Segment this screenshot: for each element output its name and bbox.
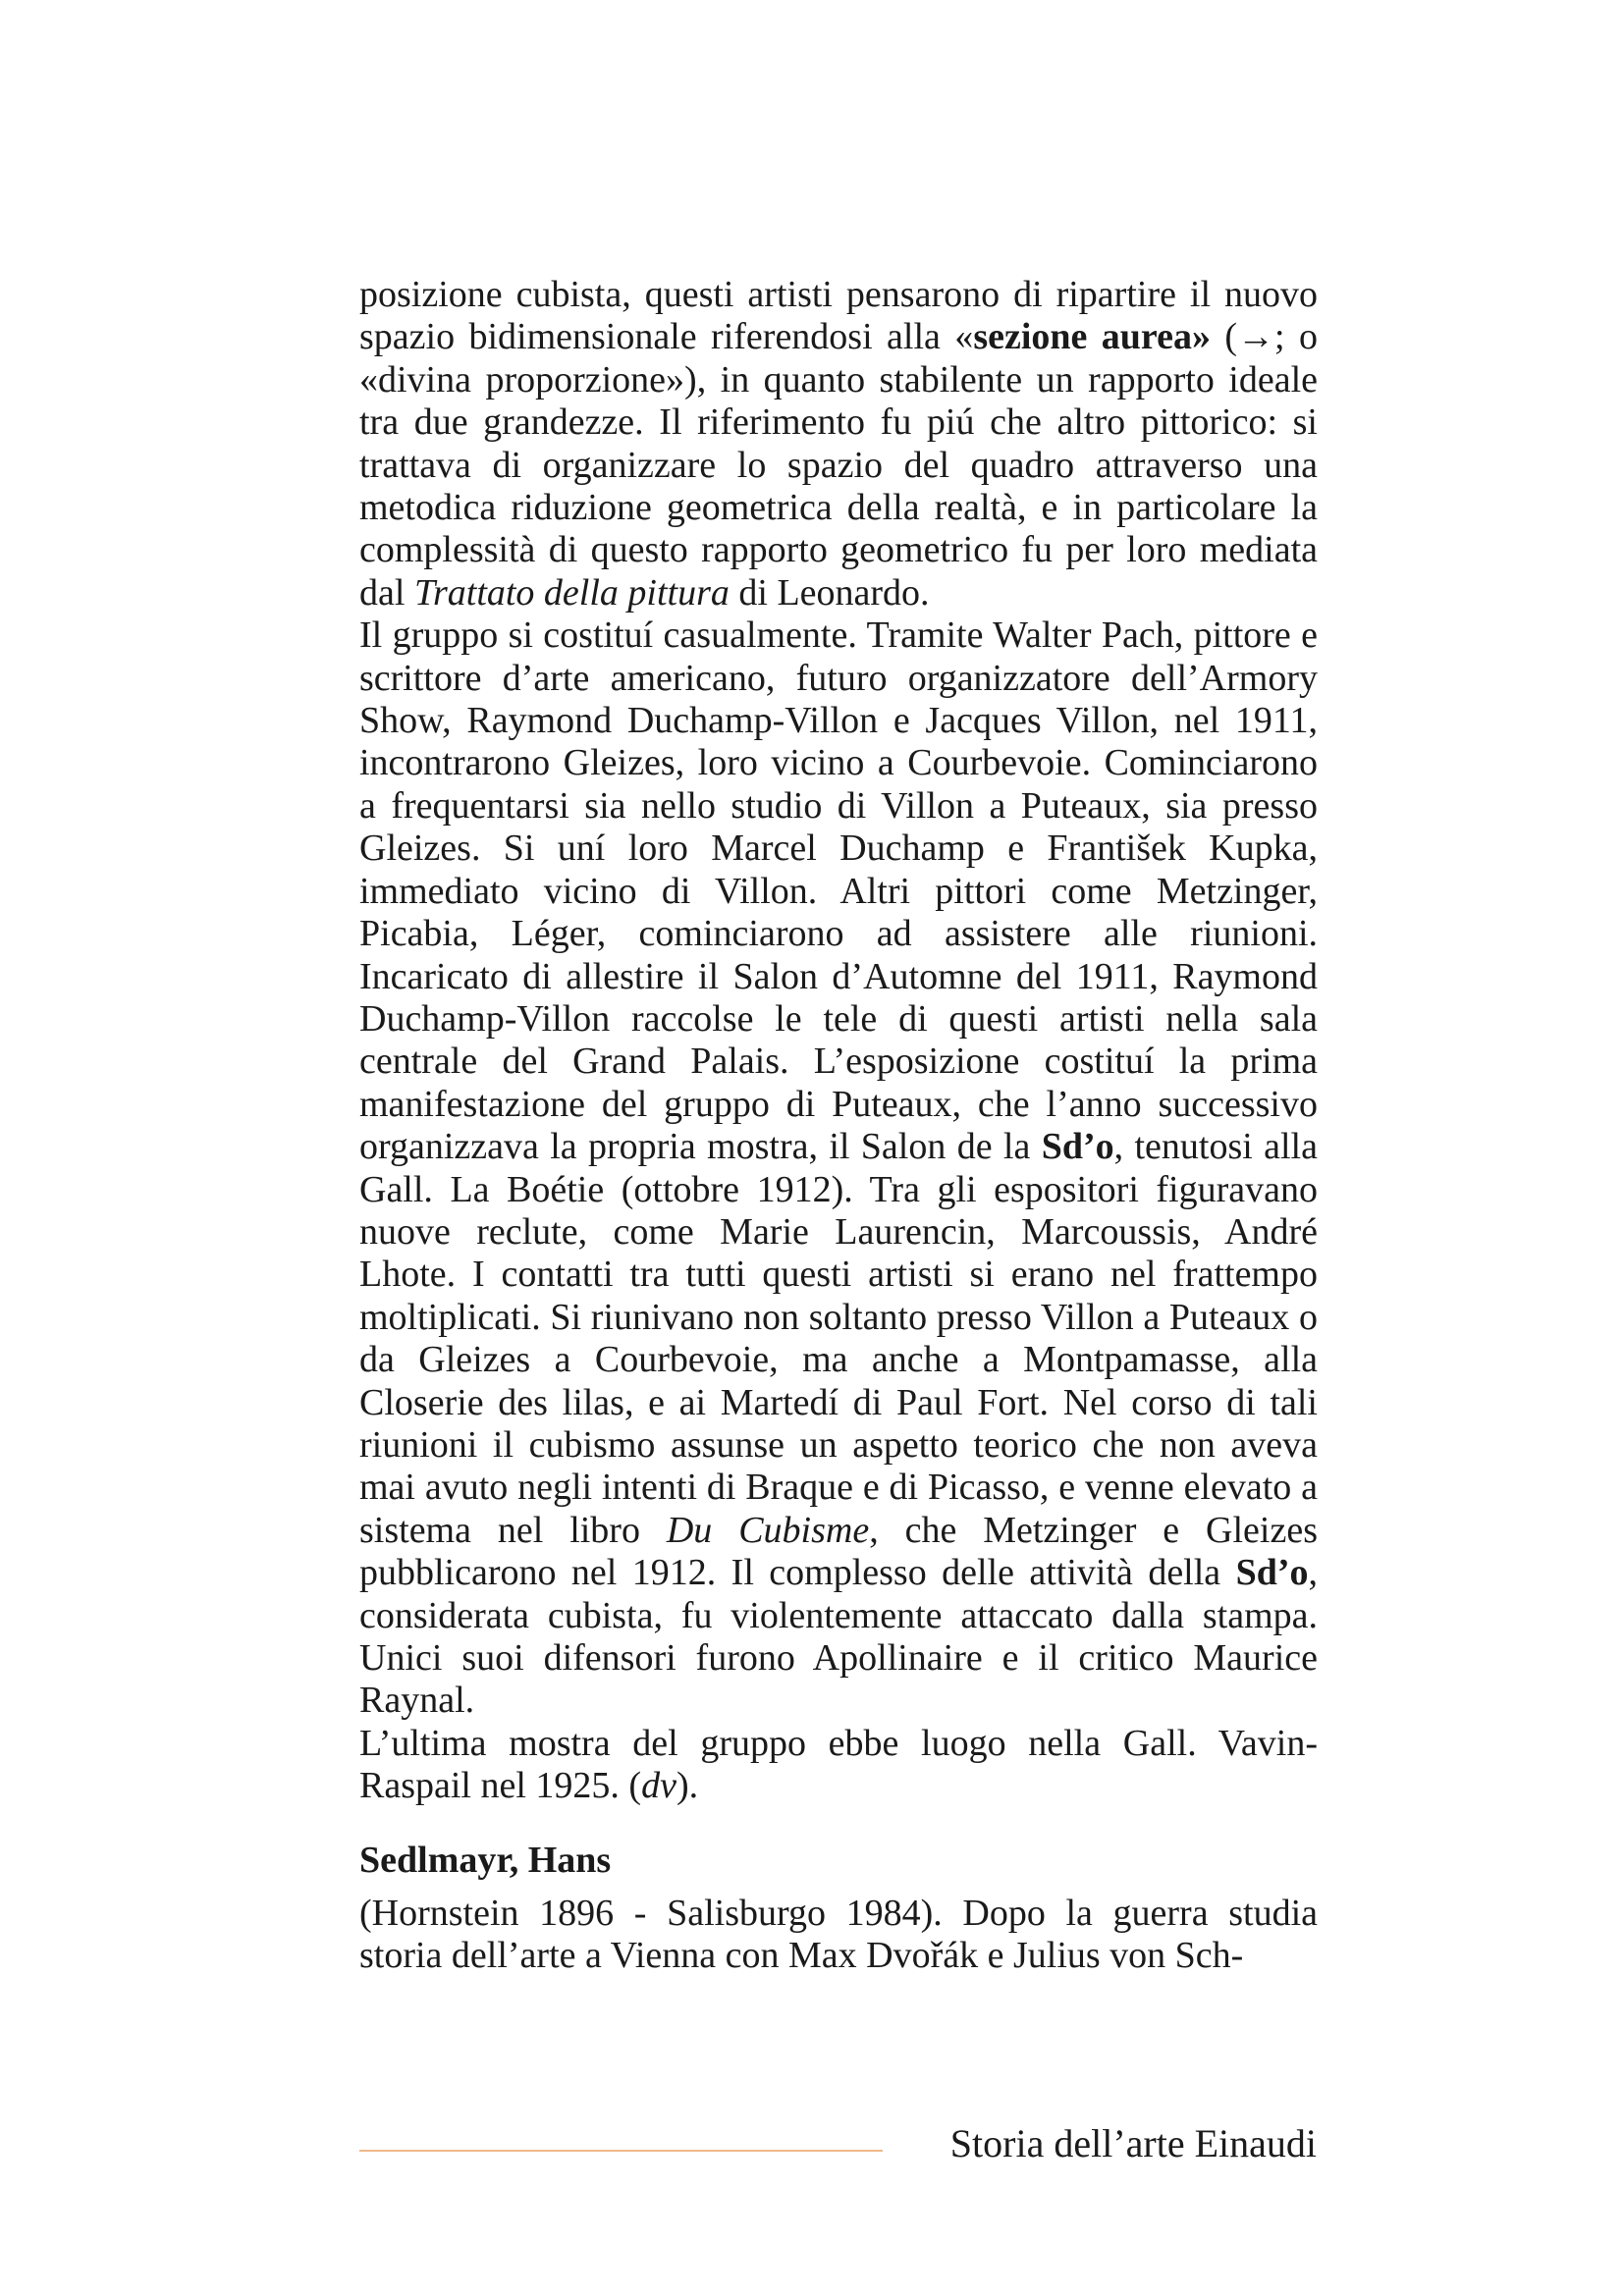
paragraph-sedlmayr [359,1893,1318,1978]
text-run: Il gruppo si costituí casualmente. Tramite Walter Pach, pittore e scrittore d’arte americano, futuro organizzatore dell’Armory Show, Raymond Duchamp-Villon e Jacques Villon, nel 1911, incontrarono Gleizes, loro vicino a Courbevoie. Cominciarono a frequentarsi sia nello studio di Villon a Puteaux, sia presso Gleizes. Si uní loro Marcel Duchamp e František Kupka, immediato vicino di Villon. Altri pittori come Metzinger, Picabia, Léger, cominciarono ad assistere alle riunioni. Incaricato di allestire il Salon d’Automne del 1911, Raymond Duchamp-Villon raccolse le tele di questi artisti nella sala centrale del Grand Palais. L’esposizione costituí la prima manifestazione del gruppo di Puteaux, che l’anno successivo organizzava la propria mostra, il Salon de la [359,614,1318,1168]
text-run: , considerata cubista, fu violentemente attaccato dalla stampa. Unici suoi difensori furono Apollinaire e il critico Maurice Raynal. [359,1552,1318,1722]
entry-heading: Sedlmayr, Hans [359,1839,612,1881]
text-column [359,274,1318,1977]
italic-title-du-cubisme: Du Cubisme [666,1509,870,1551]
bold-term-sdo: Sd’o [1041,1126,1114,1168]
footer-publisher: Storia dell’arte Einaudi [949,2121,1317,2165]
paragraph-sezione-aurea [359,274,1318,614]
text-run: , tenutosi alla Gall. La Boétie (ottobre 1912). Tra gli espositori figuravano nuove reclute, come Marie Laurencin, Marcoussis, André Lhote. I contatti tra tutti questi artisti si erano nel frattempo moltiplicati. Si riunivano non soltanto presso Villon a Puteaux o da Gleizes a Courbevoie, ma anche a Montpamasse, alla Closerie des lilas, e ai Martedí di Paul Fort. Nel corso di tali riunioni il cubismo assunse un aspetto teorico che non aveva mai avuto negli intenti di Braque e di Picasso, e venne elevato a sistema nel libro [359,1126,1318,1551]
paragraph-gruppo-puteaux [359,614,1318,1723]
italic-author-initials: dv [641,1765,676,1807]
text-run: posizione cubista, questi artisti pensarono di ripartire il nuovo spazio bidimensionale riferendosi alla « [359,274,1318,358]
bold-term-sdo: Sd’o [1235,1552,1309,1594]
text-run: , che Metzinger e Gleizes pubblicarono nel 1912. Il complesso delle attività della [359,1509,1318,1594]
bold-term-sezione-aurea: sezione aurea» [973,316,1211,358]
paragraph-ultima-mostra [359,1723,1318,1808]
footer-rule [359,2150,883,2152]
text-run: L’ultima mostra del gruppo ebbe luogo nella Gall. Vavin-Raspail nel 1925. ( [359,1722,1318,1807]
italic-title-trattato: Trattato della pittura [413,571,730,614]
text-run: di Leonardo. [729,571,930,614]
text-run: ). [676,1765,699,1807]
text-run: (Hornstein 1896 - Salisburgo 1984). Dopo la guerra studia storia dell’arte a Vienna con Max Dvořák e Julius von Sch- [359,1892,1318,1977]
text-run: (→; o «divina proporzione»), in quanto stabilente un rapporto ideale tra due grandezze. Il riferimento fu piú che altro pittorico: si trattava di organizzare lo spazio del quadro attraverso una metodica riduzione geometrica della realtà, e in particolare la complessità di questo rapporto geometrico fu per loro mediata dal [359,316,1318,614]
